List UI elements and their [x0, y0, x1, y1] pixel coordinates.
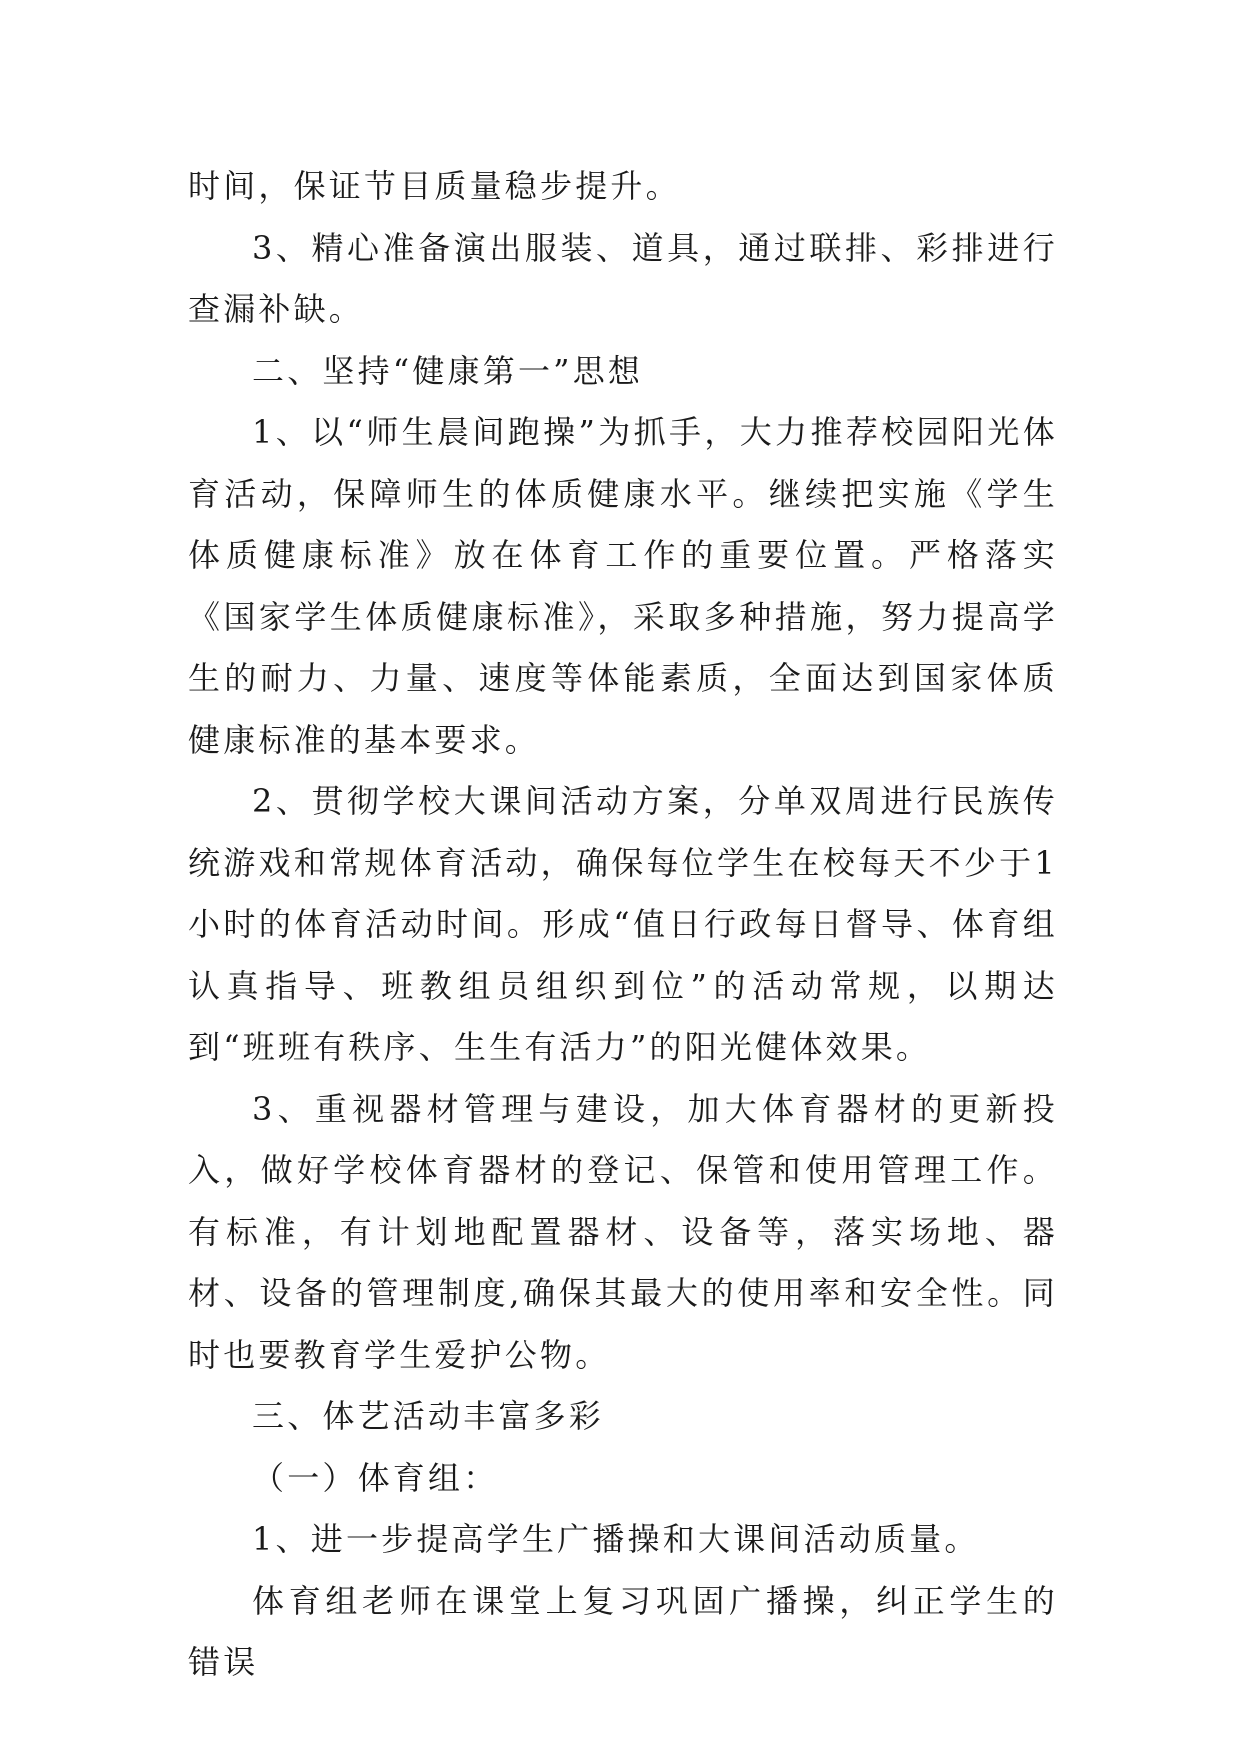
paragraph-4: 1、以“师生晨间跑操”为抓手，大力推荐校园阳光体育活动，保障师生的体质健康水平。继续把实施《学生体质健康标准》放在体育工作的重要位置。严格落实《国家学生体质健康标准》，采取多种措施，努力提高学生的耐力、力量、速度等体能素质，全面达到国家体质健康标准的基本要求。 [188, 413, 1058, 759]
section-heading-2: 二、坚持“健康第一”思想 [252, 351, 644, 390]
subsection-heading-sports: （一）体育组： [252, 1458, 499, 1497]
document-body [188, 156, 1058, 1694]
paragraph-2: 3、精心准备演出服装、道具，通过联排、彩排进行查漏补缺。 [188, 228, 1058, 328]
paragraph-9: 1、进一步提高学生广播操和大课间活动质量。 [252, 1520, 980, 1558]
section-heading-3: 三、体艺活动丰富多彩 [252, 1397, 605, 1435]
paragraph-10: 体育组老师在课堂上复习巩固广播操，纠正学生的错误 [188, 1581, 1058, 1681]
paragraph-1: 时间，保证节目质量稳步提升。 [188, 167, 681, 205]
paragraph-5: 2、贯彻学校大课间活动方案，分单双周进行民族传统游戏和常规体育活动，确保每位学生在校每天不少于1小时的体育活动时间。形成“值日行政每日督导、体育组认真指导、班教组员组织到位”的活动常规，以期达到“班班有秩序、生生有活力”的阳光健体效果。 [188, 782, 1058, 1066]
paragraph-6: 3、重视器材管理与建设，加大体育器材的更新投入，做好学校体育器材的登记、保管和使用管理工作。有标准，有计划地配置器材、设备等，落实场地、器材、设备的管理制度,确保其最大的使用率和安全性。同时也要教育学生爱护公物。 [188, 1089, 1058, 1374]
